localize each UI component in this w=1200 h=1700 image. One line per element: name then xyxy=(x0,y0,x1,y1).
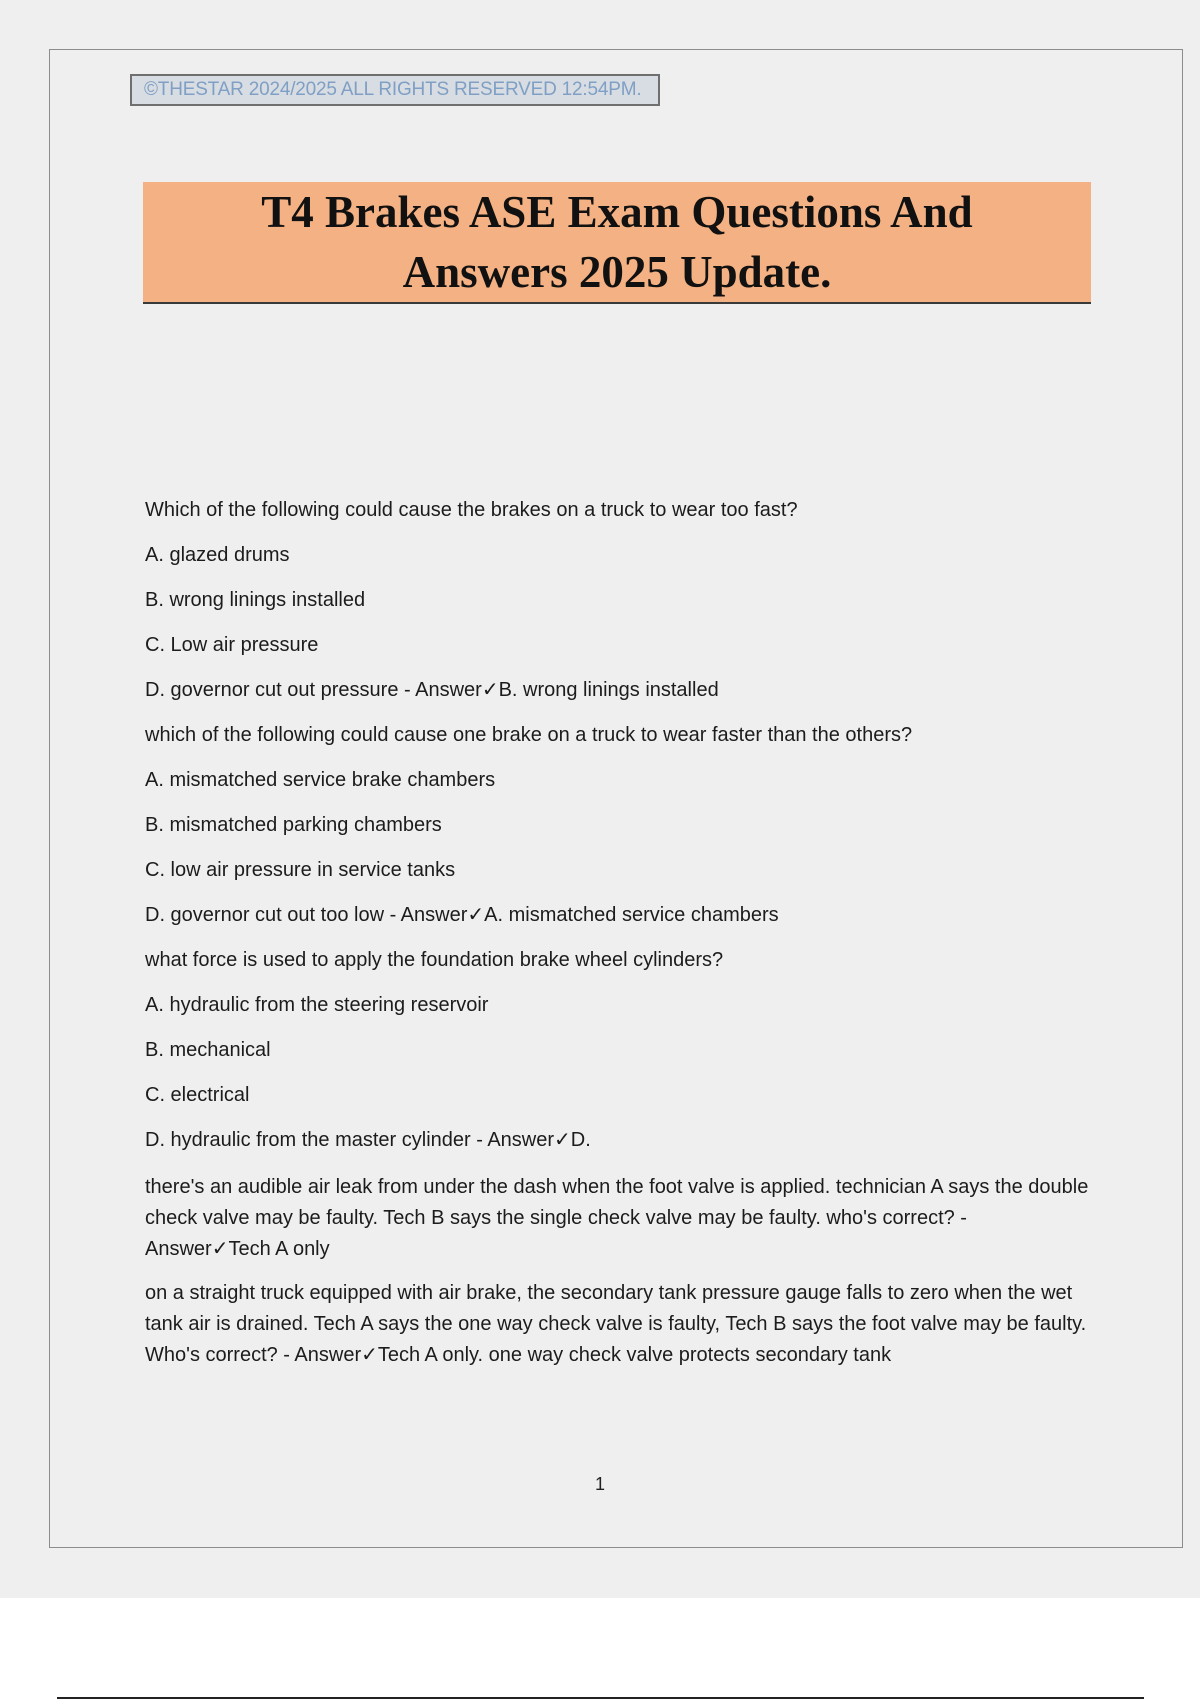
question-2-option-c: C. low air pressure in service tanks xyxy=(145,859,456,881)
next-page-top-rule xyxy=(57,1697,1144,1699)
question-1-option-a: A. glazed drums xyxy=(145,544,290,566)
page-number: 1 xyxy=(594,1474,605,1494)
question-1-option-d-answer: D. governor cut out pressure - Answer✓B. wrong linings installed xyxy=(145,679,719,701)
question-2-option-a: A. mismatched service brake chambers xyxy=(145,769,496,791)
question-3: what force is used to apply the foundation brake wheel cylinders? xyxy=(145,949,724,971)
question-2-option-d-answer: D. governor cut out too low - Answer✓A. mismatched service chambers xyxy=(145,904,779,926)
question-list xyxy=(145,497,1090,1384)
copyright-watermark: ©THESTAR 2024/2025 ALL RIGHTS RESERVED 12:54PM. xyxy=(130,74,660,106)
question-3-option-a: A. hydraulic from the steering reservoir xyxy=(145,994,489,1016)
title-line-2: Answers 2025 Update. xyxy=(402,247,832,297)
document-title xyxy=(261,182,972,302)
title-line-1: T4 Brakes ASE Exam Questions And xyxy=(261,187,973,237)
question-2-option-b: B. mismatched parking chambers xyxy=(145,814,442,836)
question-1-option-b: B. wrong linings installed xyxy=(145,589,366,611)
question-2: which of the following could cause one brake on a truck to wear faster than the others? xyxy=(145,724,913,746)
title-banner xyxy=(143,182,1091,304)
question-3-option-b: B. mechanical xyxy=(145,1039,271,1061)
question-3-option-d-answer: D. hydraulic from the master cylinder - Answer✓D. xyxy=(145,1129,591,1151)
question-1: Which of the following could cause the brakes on a truck to wear too fast? xyxy=(145,499,798,521)
question-3-option-c: C. electrical xyxy=(145,1084,250,1106)
question-5-with-answer: on a straight truck equipped with air brake, the secondary tank pressure gauge falls to zero when the wet tank air is drained. Tech A says the one way check valve is faulty, Tech B says the foot valve may be faulty. Who's correct? - Answer✓Tech A only. one way check valve protects secondary tank xyxy=(145,1282,1087,1366)
question-1-option-c: C. Low air pressure xyxy=(145,634,319,656)
question-4-with-answer: there's an audible air leak from under the dash when the foot valve is applied. technician A says the double check valve may be faulty. Tech B says the single check valve may be faulty. who's correct? - Answer✓Tech A only xyxy=(145,1176,1089,1260)
